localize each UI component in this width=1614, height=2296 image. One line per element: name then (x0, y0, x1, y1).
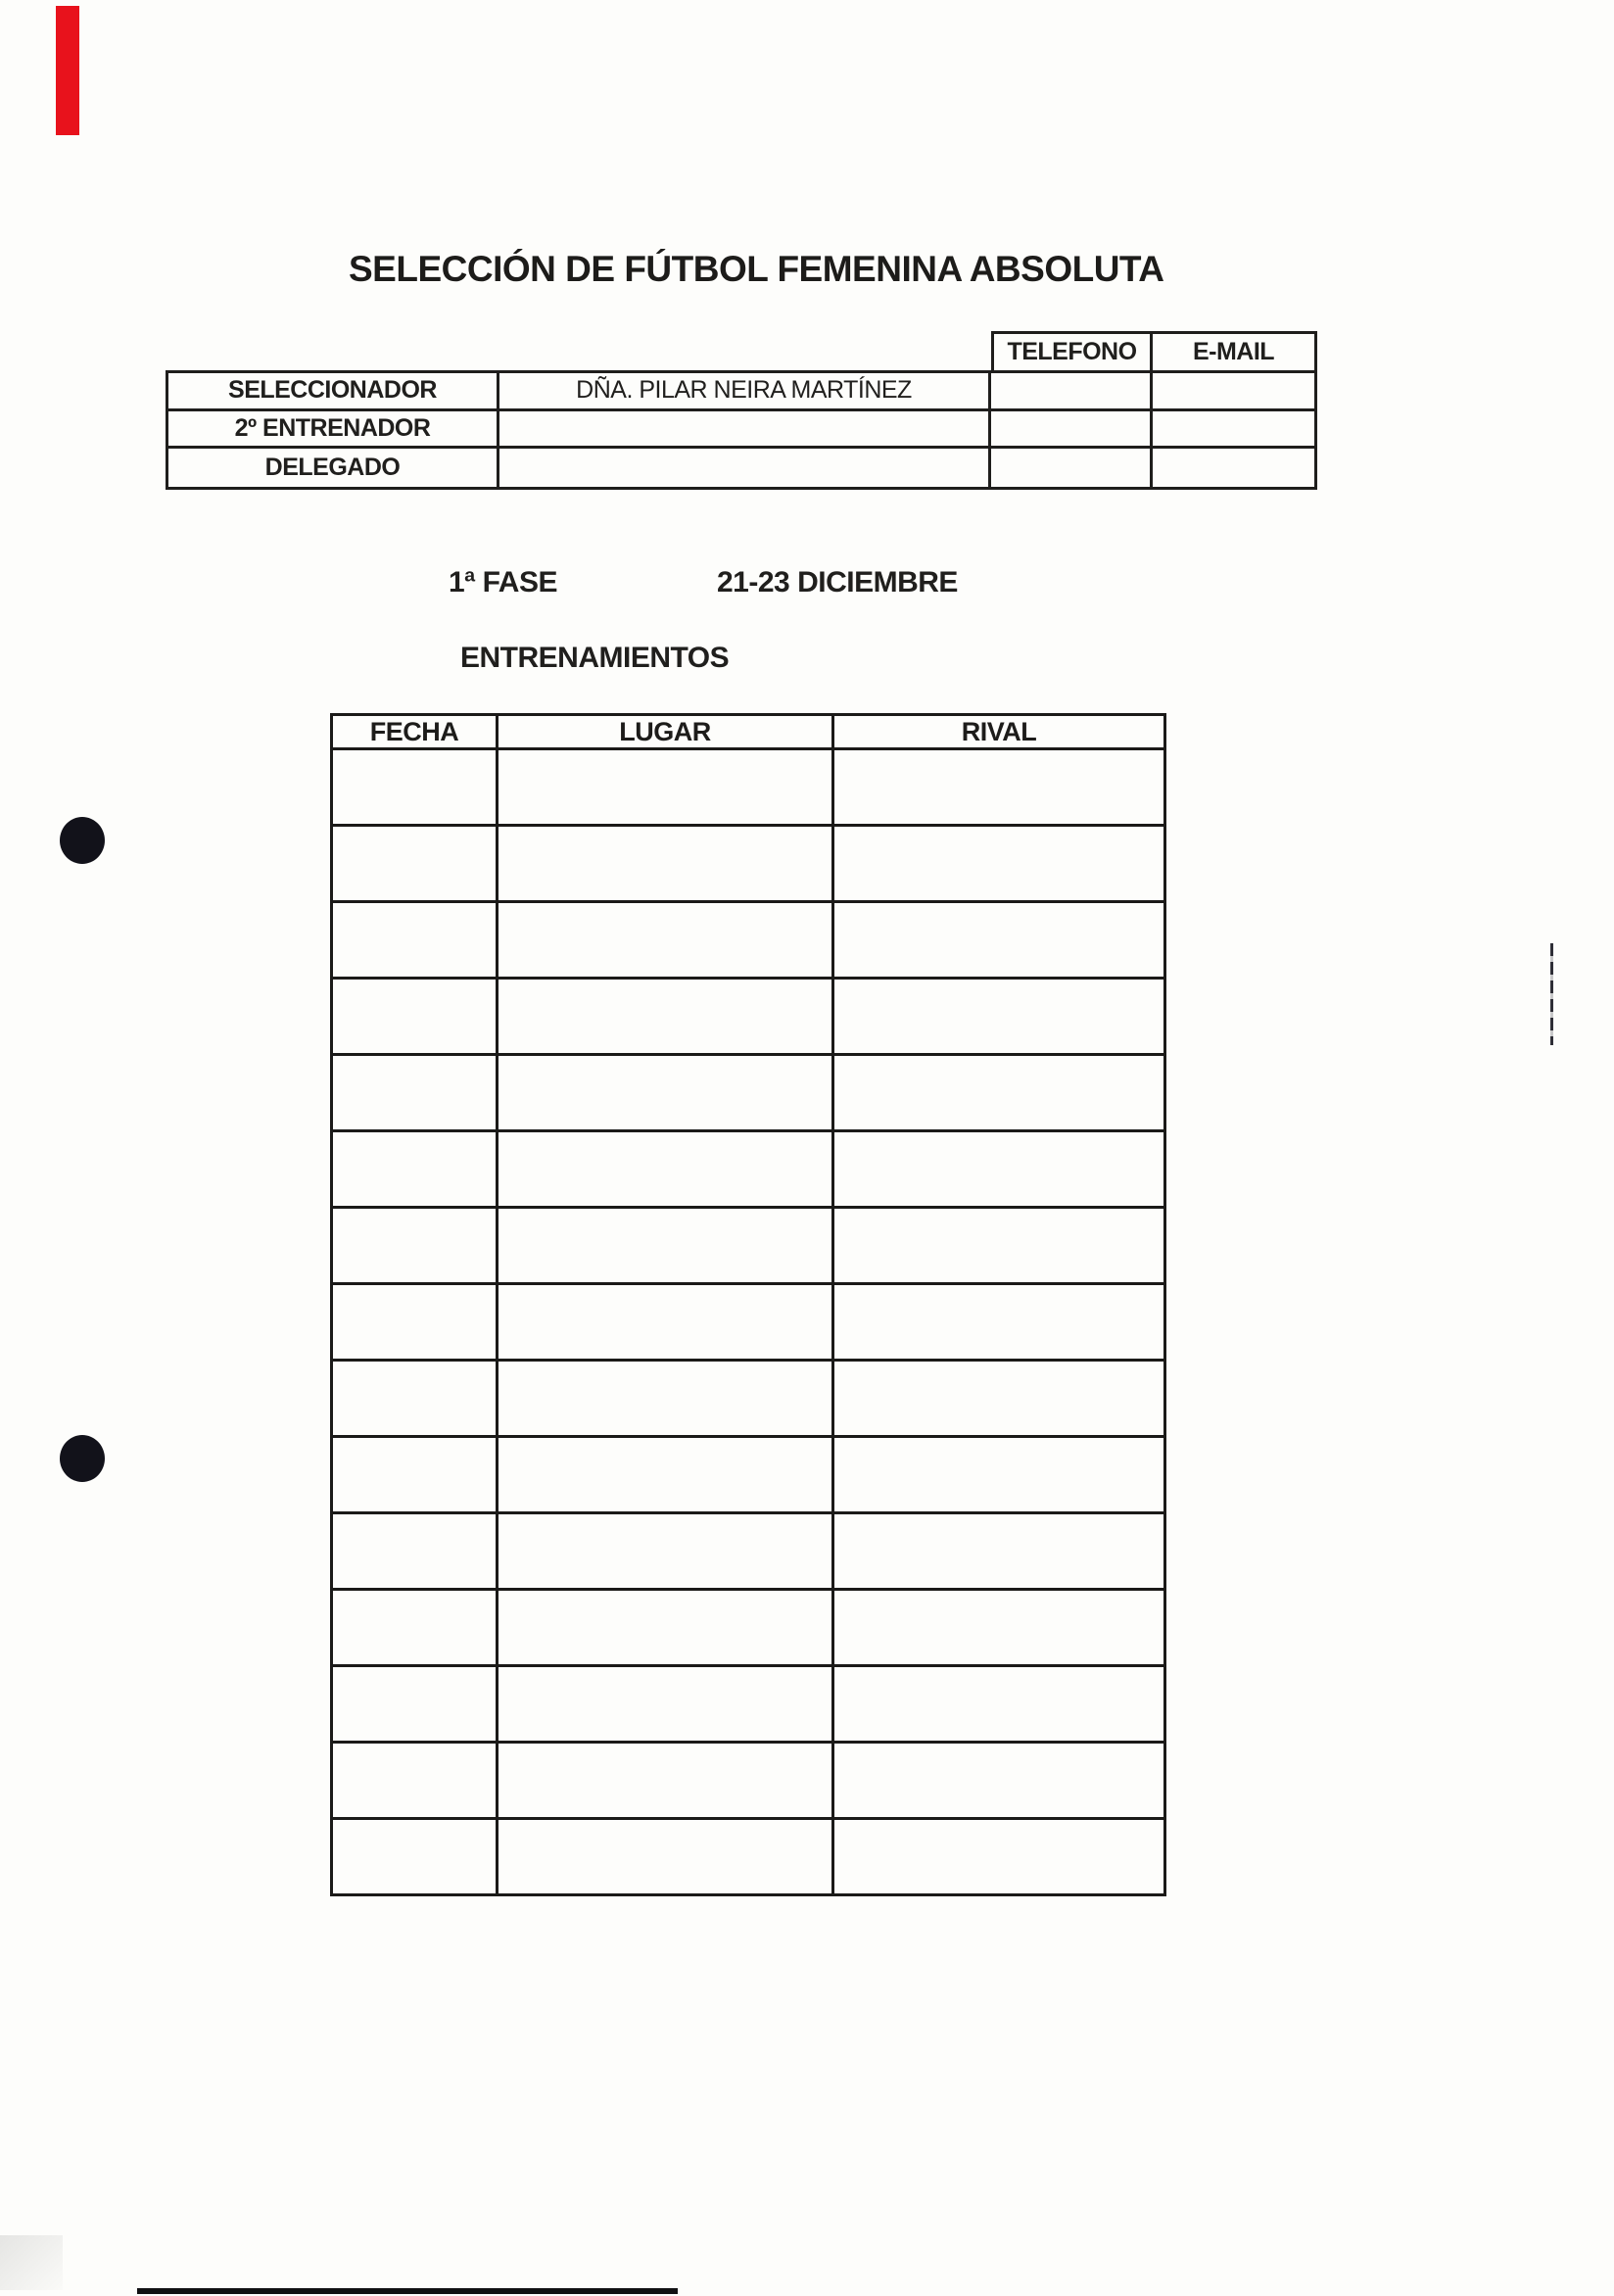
lugar-cell (498, 826, 833, 902)
fecha-cell (332, 1131, 498, 1208)
officials-header-row (991, 331, 1317, 373)
table-row (332, 902, 1165, 979)
phase-dates: 21-23 DICIEMBRE (717, 566, 958, 598)
rival-cell (833, 1743, 1165, 1819)
fecha-column-header: FECHA (332, 715, 498, 749)
table-row (332, 1208, 1165, 1284)
lugar-cell (498, 1819, 833, 1895)
email-column-header: E-MAIL (1192, 338, 1275, 365)
training-header-row (332, 715, 1165, 749)
rival-cell (833, 749, 1165, 826)
official-telefono-cell (991, 411, 1153, 450)
table-row (332, 1666, 1165, 1743)
official-email-cell (1153, 411, 1314, 450)
hole-punch-top (60, 817, 105, 864)
table-row (332, 1513, 1165, 1590)
rival-cell (833, 902, 1165, 979)
official-name-cell: DÑA. PILAR NEIRA MARTÍNEZ (499, 373, 991, 411)
fecha-cell (332, 1055, 498, 1131)
table-row (332, 749, 1165, 826)
rival-cell (833, 979, 1165, 1055)
table-row (332, 1819, 1165, 1895)
rival-cell (833, 1513, 1165, 1590)
rival-cell (833, 1055, 1165, 1131)
table-row (332, 1361, 1165, 1437)
lugar-cell (498, 1208, 833, 1284)
fecha-cell (332, 1513, 498, 1590)
lugar-column-header: LUGAR (498, 715, 833, 749)
hole-punch-bottom (60, 1435, 105, 1482)
lugar-cell (498, 1590, 833, 1666)
lugar-cell (498, 979, 833, 1055)
scan-smudge (0, 2235, 63, 2290)
fecha-cell (332, 1208, 498, 1284)
lugar-cell (498, 902, 833, 979)
fecha-cell (332, 749, 498, 826)
fecha-cell (332, 1284, 498, 1361)
official-email-cell (1153, 449, 1314, 487)
fecha-cell (332, 1819, 498, 1895)
lugar-cell (498, 1513, 833, 1590)
table-row (332, 1590, 1165, 1666)
rival-column-header: RIVAL (833, 715, 1165, 749)
document-title: SELECCIÓN DE FÚTBOL FEMENINA ABSOLUTA (349, 249, 1164, 289)
section-title: ENTRENAMIENTOS (460, 642, 730, 674)
fecha-cell (332, 1743, 498, 1819)
fecha-cell (332, 902, 498, 979)
rival-cell (833, 1284, 1165, 1361)
official-role-label: 2º ENTRENADOR (168, 411, 499, 450)
lugar-cell (498, 1666, 833, 1743)
officials-table (166, 370, 1317, 490)
scan-red-edge-mark (56, 6, 79, 135)
telefono-column-header: TELEFONO (994, 334, 1153, 370)
rival-cell (833, 1208, 1165, 1284)
rival-cell (833, 1437, 1165, 1513)
official-email-cell (1153, 373, 1314, 411)
lugar-cell (498, 1284, 833, 1361)
fecha-cell (332, 1666, 498, 1743)
rival-cell (833, 1361, 1165, 1437)
table-row (332, 1284, 1165, 1361)
fecha-cell (332, 1590, 498, 1666)
official-role-label: DELEGADO (168, 449, 499, 487)
phase-label: 1ª FASE (449, 566, 557, 598)
fecha-cell (332, 1437, 498, 1513)
official-name-cell (499, 411, 991, 450)
official-telefono-cell (991, 373, 1153, 411)
official-telefono-cell (991, 449, 1153, 487)
table-row (332, 1131, 1165, 1208)
table-row (332, 979, 1165, 1055)
lugar-cell (498, 1131, 833, 1208)
table-row (332, 1437, 1165, 1513)
rival-cell (833, 1590, 1165, 1666)
lugar-cell (498, 1437, 833, 1513)
lugar-cell (498, 1055, 833, 1131)
scan-bottom-edge-line (137, 2288, 678, 2294)
fecha-cell (332, 979, 498, 1055)
official-role-label: SELECCIONADOR (168, 373, 499, 411)
rival-cell (833, 1666, 1165, 1743)
lugar-cell (498, 1743, 833, 1819)
rival-cell (833, 826, 1165, 902)
table-row (332, 1743, 1165, 1819)
fecha-cell (332, 1361, 498, 1437)
official-name-cell (499, 449, 991, 487)
rival-cell (833, 1819, 1165, 1895)
table-row (332, 826, 1165, 902)
lugar-cell (498, 749, 833, 826)
lugar-cell (498, 1361, 833, 1437)
table-row (332, 1055, 1165, 1131)
scan-dashed-line-artifact (1550, 943, 1553, 1045)
fecha-cell (332, 826, 498, 902)
training-table (330, 713, 1166, 1896)
rival-cell (833, 1131, 1165, 1208)
